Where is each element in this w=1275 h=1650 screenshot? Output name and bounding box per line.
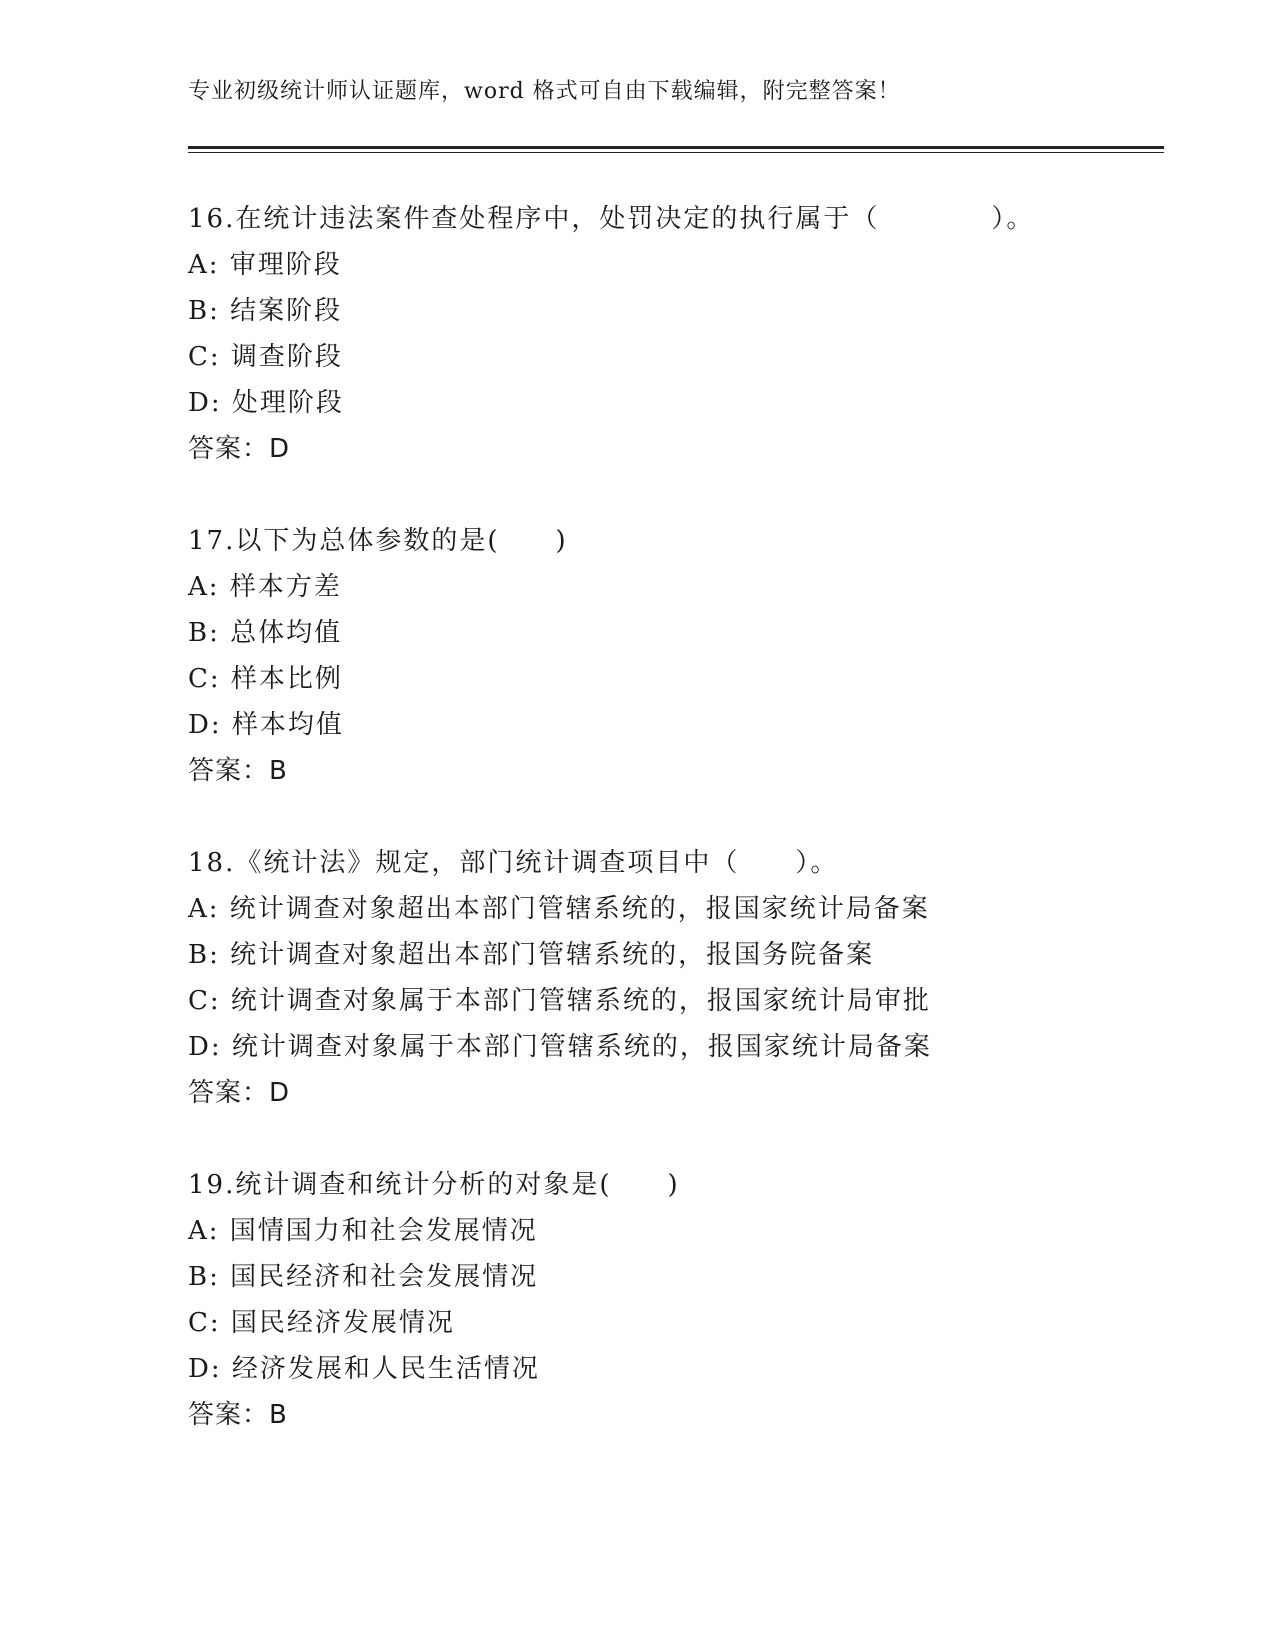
option-a: A: 样本方差 [188, 572, 342, 602]
option-d: D: 经济发展和人民生活情况 [188, 1354, 540, 1384]
option-a: A: 统计调查对象超出本部门管辖系统的，报国家统计局备案 [188, 894, 930, 924]
option-c: C: 样本比例 [188, 664, 343, 694]
question-18 [188, 840, 1128, 1116]
option-a: A: 国情国力和社会发展情况 [188, 1216, 538, 1246]
option-b: B: 结案阶段 [188, 296, 343, 326]
header-rule-thin [188, 152, 1164, 153]
question-stem: 17.以下为总体参数的是( ) [188, 526, 568, 556]
question-stem: 19.统计调查和统计分析的对象是( ) [188, 1170, 680, 1200]
question-17 [188, 518, 1128, 794]
option-c: C: 统计调查对象属于本部门管辖系统的，报国家统计局审批 [188, 986, 931, 1016]
option-d: D: 样本均值 [188, 710, 344, 740]
option-b: B: 统计调查对象超出本部门管辖系统的，报国务院备案 [188, 940, 875, 970]
option-d: D: 统计调查对象属于本部门管辖系统的，报国家统计局备案 [188, 1032, 932, 1062]
answer-line: 答案：B [188, 756, 288, 786]
question-16 [188, 196, 1128, 472]
header-rule-thick [188, 146, 1164, 149]
option-b: B: 国民经济和社会发展情况 [188, 1262, 539, 1292]
page-header-text: 专业初级统计师认证题库，word 格式可自由下载编辑，附完整答案！ [188, 79, 901, 104]
question-19 [188, 1162, 1128, 1438]
option-c: C: 调查阶段 [188, 342, 343, 372]
question-stem: 18.《统计法》规定，部门统计调查项目中（ ）。 [188, 848, 839, 878]
option-c: C: 国民经济发展情况 [188, 1308, 455, 1338]
answer-line: 答案：D [188, 1078, 291, 1108]
option-d: D: 处理阶段 [188, 388, 344, 418]
option-a: A: 审理阶段 [188, 250, 342, 280]
option-b: B: 总体均值 [188, 618, 343, 648]
question-stem: 16.在统计违法案件查处程序中，处罚决定的执行属于（ ）。 [188, 204, 1035, 234]
answer-line: 答案：B [188, 1400, 288, 1430]
answer-line: 答案：D [188, 434, 291, 464]
